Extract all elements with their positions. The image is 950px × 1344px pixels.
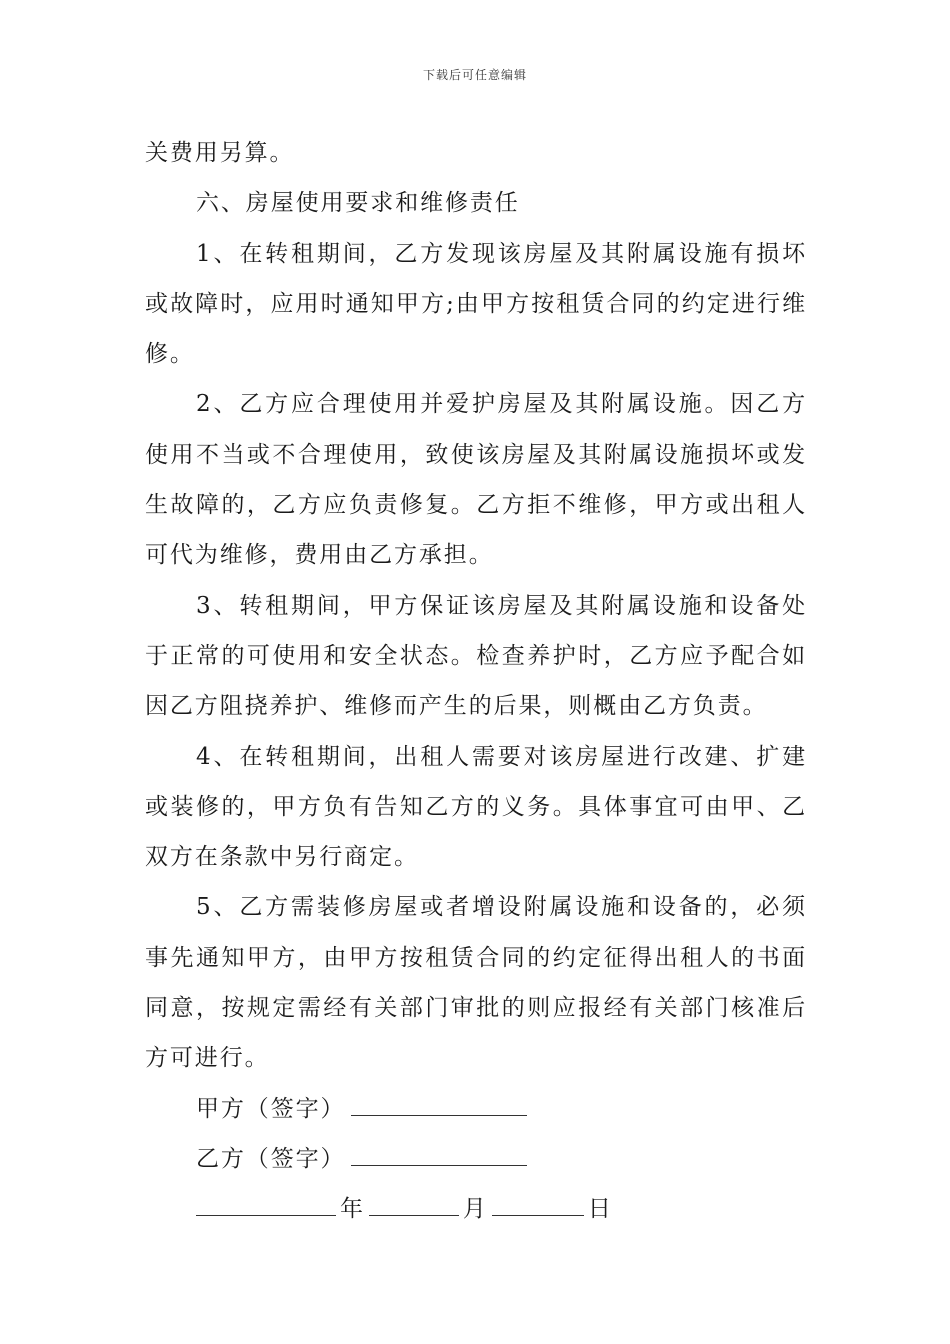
year-label: 年 [340, 1196, 365, 1223]
clause-4: 4、在转租期间，出租人需要对该房屋进行改建、扩建或装修的，甲方负有告知乙方的义务。具体事宜可由甲、乙双方在条款中另行商定。 [145, 743, 807, 871]
date-line [145, 1184, 807, 1234]
month-label: 月 [462, 1196, 488, 1223]
page-header-note: 下载后可任意编辑 [422, 68, 527, 82]
day-blank[interactable] [492, 1193, 584, 1216]
contract-body [145, 128, 807, 1235]
clause-3: 3、转租期间，甲方保证该房屋及其附属设施和设备处于正常的可使用和安全状态。检查养护时，乙方应予配合如因乙方阻挠养护、维修而产生的后果，则概由乙方负责。 [145, 592, 807, 720]
party-a-signature-line [145, 1084, 807, 1134]
year-blank[interactable] [196, 1193, 336, 1216]
clause-5: 5、乙方需装修房屋或者增设附属设施和设备的，必须事先通知甲方，由甲方按租赁合同的约定征得出租人的书面同意，按规定需经有关部门审批的则应报经有关部门核准后方可进行。 [145, 894, 807, 1072]
section-heading: 六、房屋使用要求和维修责任 [196, 190, 520, 217]
party-b-signature-line [145, 1134, 807, 1184]
month-blank[interactable] [369, 1193, 459, 1216]
party-b-signature-blank[interactable] [351, 1143, 527, 1166]
party-a-label: 甲方（签字） [196, 1095, 346, 1122]
day-label: 日 [587, 1196, 613, 1223]
clause-1: 1、在转租期间，乙方发现该房屋及其附属设施有损坏或故障时，应用时通知甲方;由甲方按租赁合同的约定进行维修。 [145, 240, 807, 368]
clause-2: 2、乙方应合理使用并爱护房屋及其附属设施。因乙方使用不当或不合理使用，致使该房屋及其附属设施损坏或发生故障的，乙方应负责修复。乙方拒不维修，甲方或出租人可代为维修，费用由乙方承担。 [145, 391, 807, 569]
paragraph-continuation: 关费用另算。 [145, 140, 295, 166]
party-a-signature-blank[interactable] [351, 1093, 527, 1116]
party-b-label: 乙方（签字） [196, 1145, 346, 1172]
